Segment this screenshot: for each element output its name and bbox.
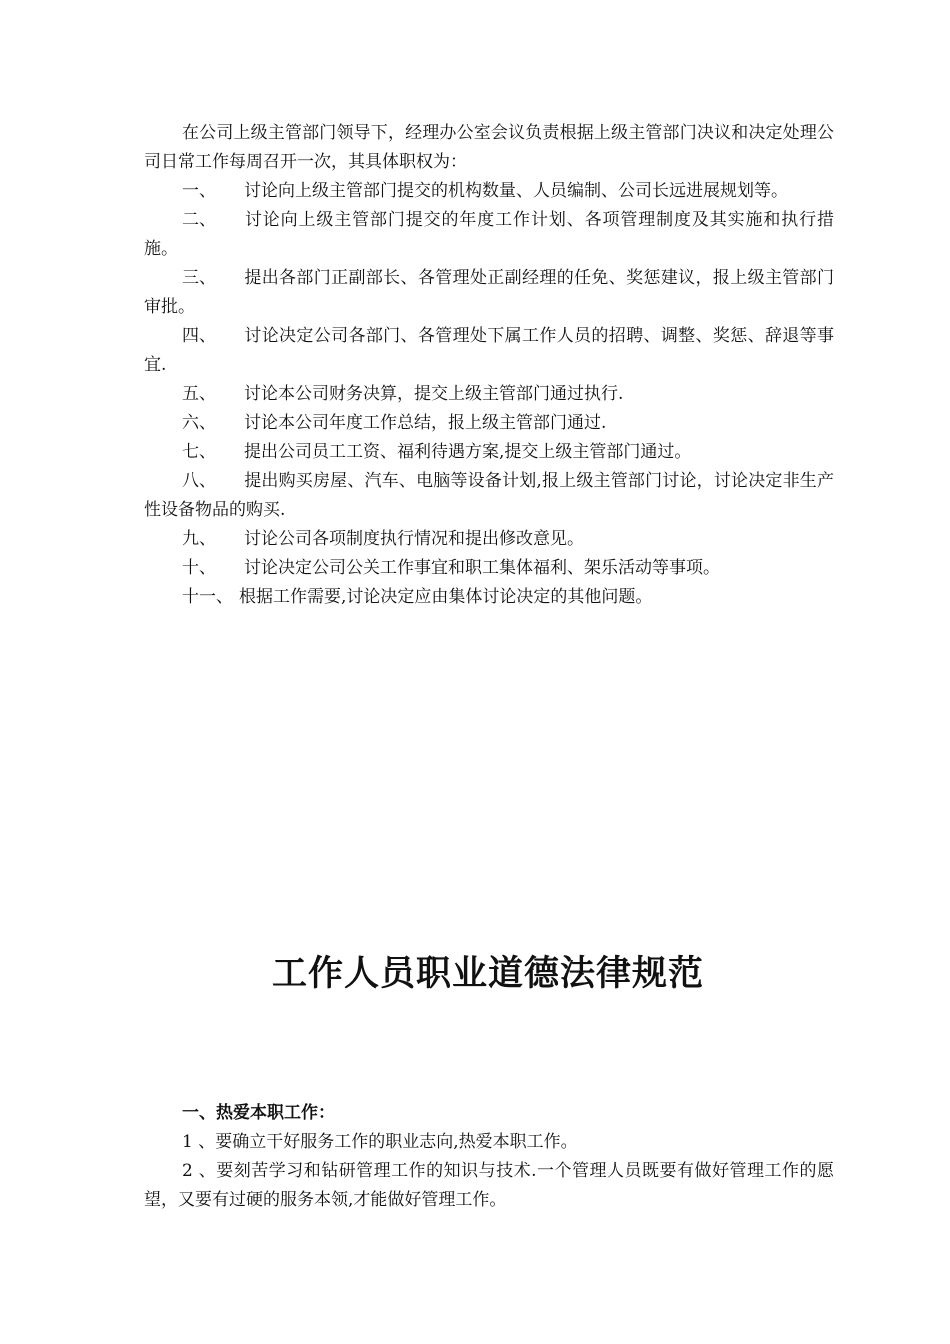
duty-item-11 [144,583,834,612]
duty-number: 五、 [182,384,216,404]
duty-item-10 [144,554,834,583]
duty-text: 讨论向上级主管部门提交的机构数量、人员编制、公司长远进展规划等。 [244,181,788,201]
section-item-1: 1 、要确立干好服务工作的职业志向,热爱本职工作。 [182,1132,578,1152]
page-title: 工作人员职业道德法律规范 [271,953,704,994]
duty-number: 二、 [182,210,216,230]
duty-text: 讨论向上级主管部门提交的年度工作计划、各项管理制度及其实施和执行措施。 [144,210,834,259]
duty-text: 讨论本公司财务决算，提交上级主管部门通过执行. [244,384,624,404]
duty-number: 四、 [182,326,216,346]
duty-text: 提出各部门正副部长、各管理处正副经理的任免、奖惩建议，报上级主管部门审批。 [144,268,834,317]
intro-paragraph: 在公司上级主管部门领导下，经理办公室会议负责根据上级主管部门决议和决定处理公司日常工作每周召开一次，其具体职权为： [144,123,834,172]
duty-text: 讨论决定公司公关工作事宜和职工集体福利、架乐活动等事项。 [244,558,720,578]
duty-number: 十、 [182,558,216,578]
duty-item-4 [144,322,834,380]
duty-item-9 [144,525,834,554]
duties-block [144,119,834,612]
duty-text: 提出购买房屋、汽车、电脑等设备计划,报上级主管部门讨论，讨论决定非生产性设备物品的购买. [144,471,834,520]
duty-number: 六、 [182,413,216,433]
duty-item-2 [144,206,834,264]
duty-item-3 [144,264,834,322]
duty-text: 讨论本公司年度工作总结，报上级主管部门通过. [244,413,607,433]
duty-number: 一、 [182,181,216,201]
duty-number: 十一、 [182,587,233,607]
duty-text: 提出公司员工工资、福利待遇方案,提交上级主管部门通过。 [244,442,692,462]
section-block [144,1099,834,1215]
duty-item-6 [144,409,834,438]
duty-number: 七、 [182,442,216,462]
duty-item-1 [144,177,834,206]
duty-number: 八、 [182,471,216,491]
section-item-2: 2 、要刻苦学习和钻研管理工作的知识与技术.一个管理人员既要有做好管理工作的愿望，又要有过硬的服务本领,才能做好管理工作。 [144,1161,834,1210]
duty-text: 讨论公司各项制度执行情况和提出修改意见。 [244,529,584,549]
duty-number: 三、 [182,268,216,288]
duty-text: 根据工作需要,讨论决定应由集体讨论决定的其他问题。 [239,587,653,607]
duty-item-8 [144,467,834,525]
section-heading: 一、热爱本职工作： [182,1103,335,1123]
duty-text: 讨论决定公司各部门、各管理处下属工作人员的招聘、调整、奖惩、辞退等事宜. [144,326,834,375]
duty-item-5 [144,380,834,409]
duty-item-7 [144,438,834,467]
duty-number: 九、 [182,529,216,549]
